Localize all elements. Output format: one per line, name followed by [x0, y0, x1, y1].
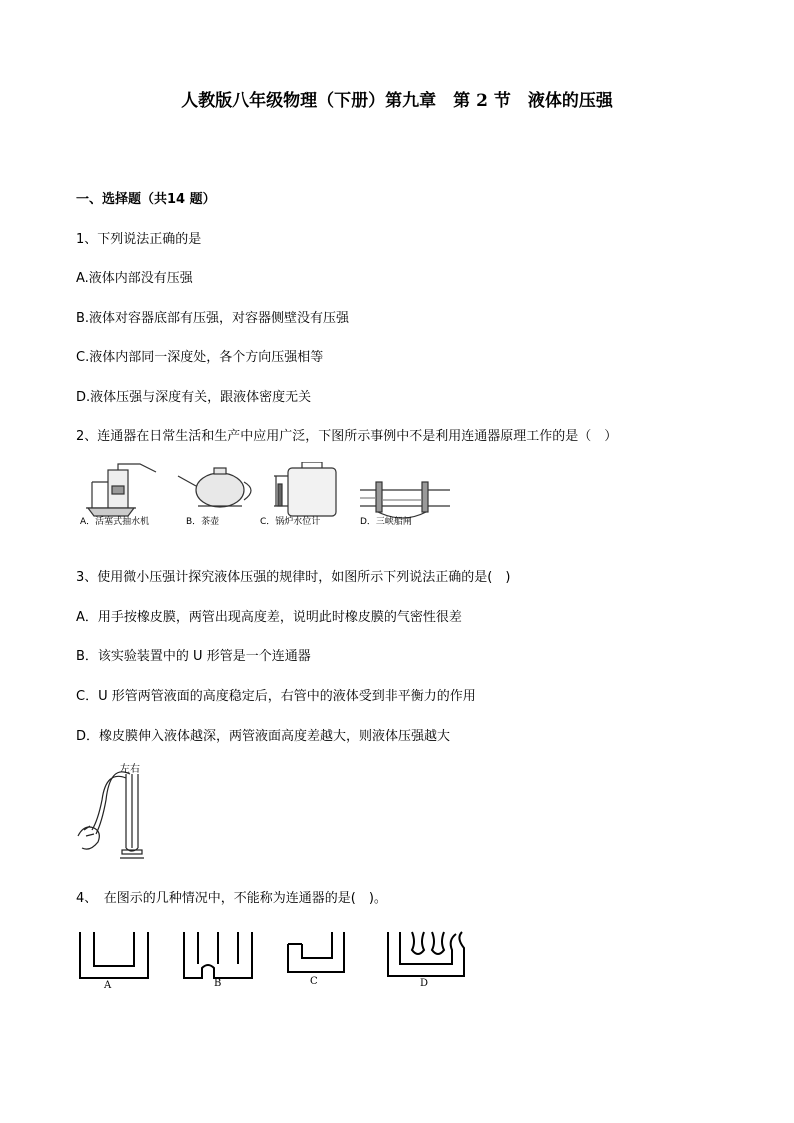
q4-label-d: D	[420, 978, 429, 989]
piston-pump-drawing	[86, 464, 156, 516]
q2-figures	[78, 462, 450, 528]
q3-option-c: C．U 形管两管液面的高度稳定后，右管中的液体受到非平衡力的作用	[76, 689, 476, 704]
q4-container-drawings	[78, 928, 470, 994]
pressure-gauge-drawing	[76, 760, 156, 860]
boiler-gauge-drawing	[274, 462, 336, 516]
q4-label-a: A	[104, 980, 112, 991]
q2-caption-a: A．活塞式抽水机	[80, 517, 150, 527]
q3-option-b: B．该实验装置中的 U 形管是一个连通器	[76, 649, 311, 664]
q4-stem: 4、 在图示的几种情况中，不能称为连通器的是( )。	[76, 891, 387, 906]
q2-caption-d: D．三峡船闸	[360, 517, 412, 527]
container-a-shape	[80, 932, 148, 978]
q4-label-b: B	[214, 978, 222, 989]
q2-caption-b: B．茶壶	[186, 517, 220, 527]
page-title: 人教版八年级物理（下册）第九章 第 2 节 液体的压强	[181, 91, 613, 111]
q3-option-a: A．用手按橡皮膜，两管出现高度差，说明此时橡皮膜的气密性很差	[76, 610, 462, 625]
q4-figures	[78, 928, 470, 994]
q1-option-c: C.液体内部同一深度处，各个方向压强相等	[76, 350, 324, 365]
q1-option-b: B.液体对容器底部有压强，对容器侧壁没有压强	[76, 311, 350, 326]
q1-option-a: A.液体内部没有压强	[76, 271, 193, 286]
q3-figure	[76, 760, 156, 860]
ship-lock-drawing	[360, 482, 450, 518]
q3-option-d: D．橡皮膜伸入液体越深，两管液面高度差越大，则液体压强越大	[76, 729, 451, 744]
q3-figure-label: 左右	[120, 764, 140, 775]
q4-label-c: C	[310, 976, 318, 987]
q1-option-d: D.液体压强与深度有关，跟液体密度无关	[76, 390, 312, 405]
q1-stem: 1、下列说法正确的是	[76, 232, 202, 247]
container-c-shape	[288, 932, 344, 972]
container-b-shape	[184, 932, 252, 978]
container-d-shape	[388, 932, 464, 976]
q2-caption-c: C．锅炉水位计	[260, 517, 321, 527]
teapot-drawing	[178, 468, 251, 507]
section-heading: 一、选择题（共14 题）	[76, 192, 216, 207]
q3-stem: 3、使用微小压强计探究液体压强的规律时，如图所示下列说法正确的是( )	[76, 570, 511, 585]
q2-stem: 2、连通器在日常生活和生产中应用广泛，下图所示事例中不是利用连通器原理工作的是（ ）	[76, 429, 618, 444]
